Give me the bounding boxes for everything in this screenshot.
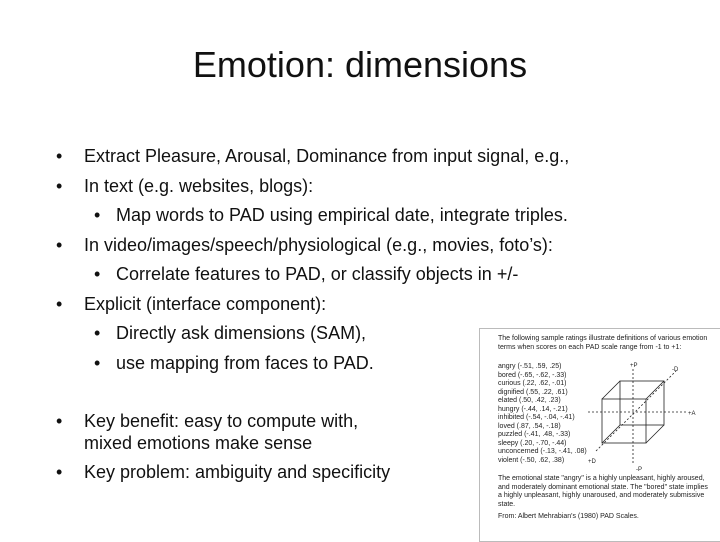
figure-source: From: Albert Mehrabian's (1980) PAD Scales.: [498, 513, 639, 520]
bullet-item: [56, 290, 696, 320]
sub-bullet-item: [56, 201, 696, 231]
bullet-dot-icon: •: [56, 293, 63, 314]
rating-item: violent (-.50, .62, .38): [498, 456, 565, 464]
pad-figure: [479, 328, 720, 542]
bullet-dot-icon: •: [56, 411, 63, 431]
rating-item: sleepy (.20, -.70, -.44): [498, 439, 567, 447]
bullet-dot-icon: •: [94, 352, 101, 373]
bullet-text: use mapping from faces to PAD.: [116, 352, 374, 373]
bullet-text: Directly ask dimensions (SAM),: [116, 323, 367, 343]
rating-item: dignified (.55, .22, .61): [498, 388, 568, 396]
rating-item: inhibited (-.54, -.04, -.41): [498, 414, 575, 421]
rating-item: unconcerned (-.13, -.41, .08): [498, 448, 587, 455]
bullet-text: Explicit (interface component):: [84, 293, 327, 314]
bullet-text: In video/images/speech/physiological (e.g., movies, foto’s):: [84, 234, 553, 255]
bullet-dot-icon: •: [56, 462, 63, 482]
bullet-text: Extract Pleasure, Arousal, Dominance from input signal, e.g.,: [84, 146, 570, 166]
rating-item: loved (.87, .54, -.18): [498, 422, 561, 430]
bullet-text: Key benefit: easy to compute with,: [84, 411, 359, 431]
rating-item: puzzled (-.41, .48, -.33): [498, 431, 571, 438]
bullet-dot-icon: •: [56, 234, 63, 255]
bullet-item: [56, 231, 696, 261]
axis-label-minus-d: -D: [672, 367, 679, 373]
bullet-item: [56, 172, 696, 202]
axis-label-plus-a: +A: [688, 411, 696, 417]
figure-header: The following sample ratings illustrate definitions of various emotion terms when scores on each PAD scale range from -1 to +1:: [498, 335, 708, 351]
bullet-text-continued: mixed emotions make sense: [84, 433, 313, 453]
rating-item: angry (-.51, .59, .25): [498, 363, 562, 370]
rating-item: bored (-.65, -.62, -.33): [498, 371, 567, 379]
figure-note: The emotional state "angry" is a highly unpleasant, highly aroused, and moderately dominant emotional state. The "bored" state implies a highly unpleasant, highly unaroused, and moderately submissive state.: [498, 475, 708, 508]
bullet-text: Map words to PAD using empirical date, integrate triples.: [116, 205, 568, 225]
bullet-dot-icon: •: [94, 264, 101, 284]
axis-label-plus-p: +P: [630, 363, 638, 369]
bullet-text: Key problem: ambiguity and specificity: [84, 462, 391, 482]
rating-item: curious (.22, .62, -.01): [498, 380, 567, 387]
sub-bullet-item: [56, 260, 696, 290]
axis-label-minus-p: -P: [636, 467, 642, 473]
pad-cube-diagram: [588, 359, 708, 474]
bullet-text: Correlate features to PAD, or classify objects in +/-: [116, 264, 519, 284]
axis-label-plus-d: +D: [588, 459, 596, 465]
rating-item: elated (.50, .42, .23): [498, 397, 561, 404]
bullet-item: [56, 142, 696, 172]
rating-item: hungry (-.44, .14, -.21): [498, 405, 568, 413]
bullet-dot-icon: •: [94, 323, 101, 343]
bullet-dot-icon: •: [94, 205, 101, 225]
bullet-dot-icon: •: [56, 146, 63, 166]
slide-title: Emotion: dimensions: [192, 44, 528, 85]
bullet-text: In text (e.g. websites, blogs):: [84, 175, 314, 196]
bullet-dot-icon: •: [56, 175, 63, 196]
